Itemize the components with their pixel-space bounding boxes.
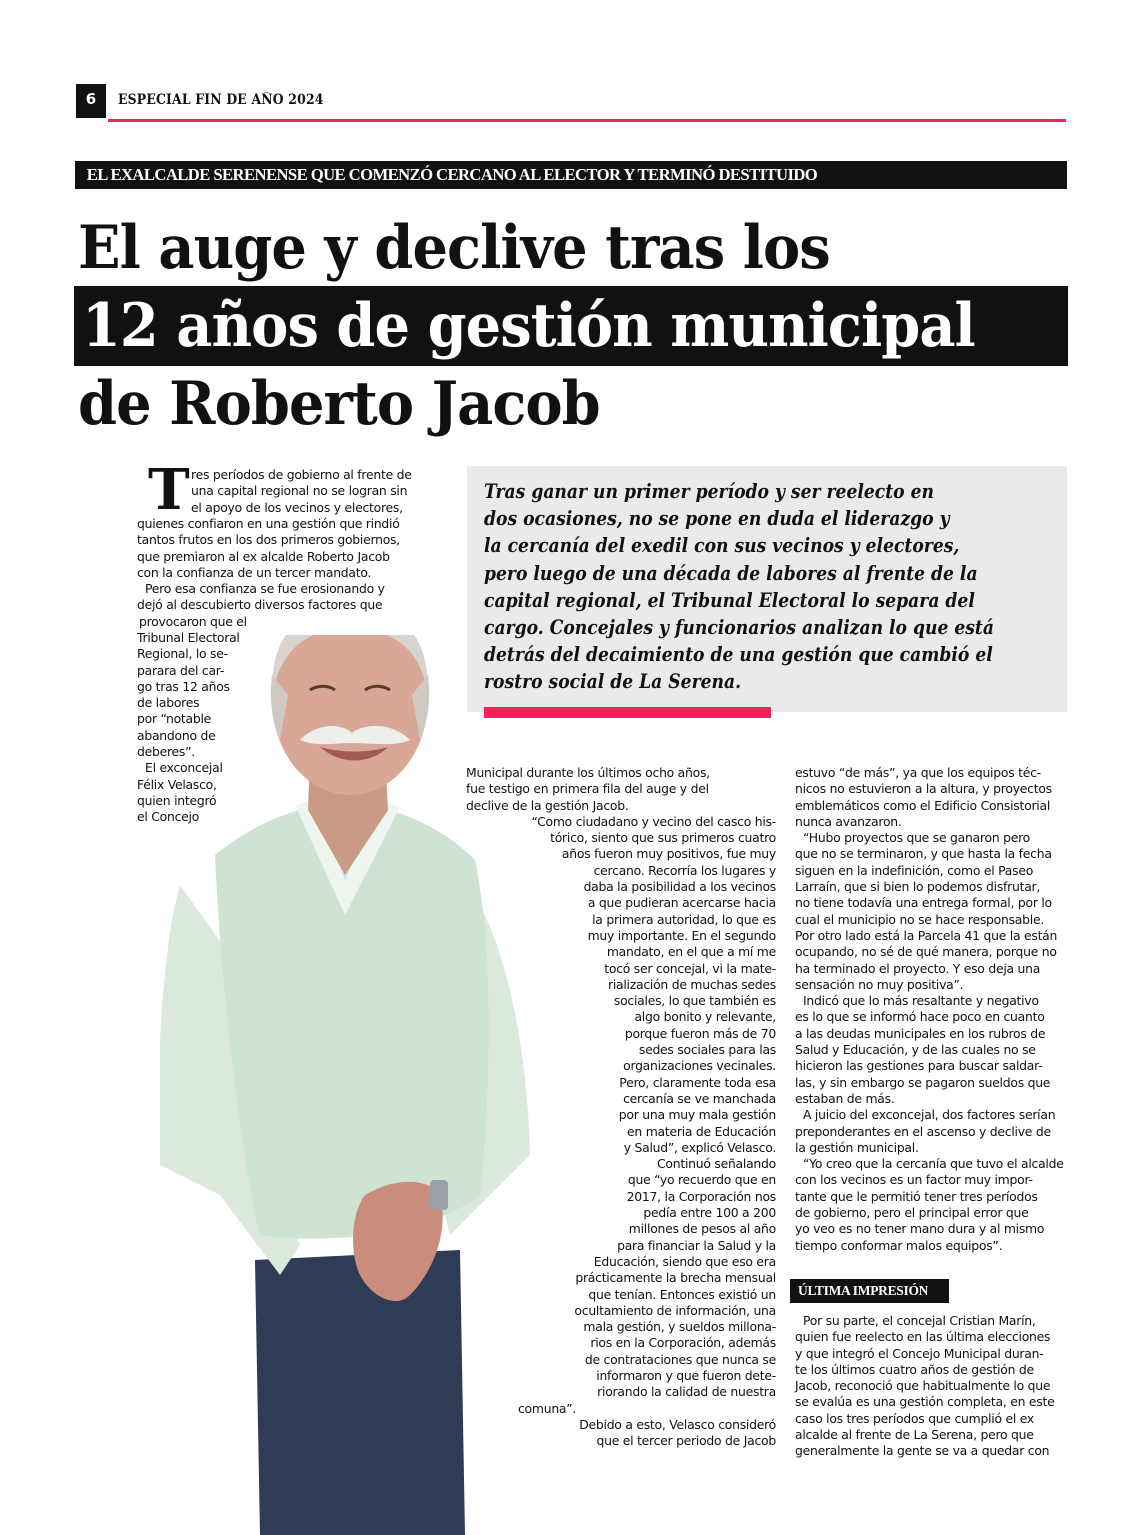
- text-line: que el tercer periodo de Jacob: [596, 1433, 776, 1449]
- kicker-text: EL EXALCALDE SERENENSE QUE COMENZÓ CERCANO AL ELECTOR Y TERMINÓ DESTITUIDO: [86, 165, 818, 184]
- text-line: sensación no muy positiva”.: [795, 976, 964, 992]
- headline-line-3: de Roberto Jacob: [78, 369, 600, 439]
- column1-body: [137, 516, 427, 630]
- text-line: nicos no estuvieron a la altura, y proyectos: [795, 781, 1052, 797]
- text-line: cercano. Recorría los lugares y: [593, 862, 776, 878]
- text-line: riorando la calidad de nuestra: [597, 1384, 776, 1400]
- kicker-bar: [75, 161, 1067, 189]
- text-line: y Salud”, explicó Velasco.: [623, 1139, 776, 1155]
- text-line: Continuó señalando: [657, 1156, 776, 1172]
- text-line: las, y sin embargo se pagaron sueldos que: [795, 1074, 1051, 1090]
- text-line: quienes confiaron en una gestión que rindió: [137, 516, 400, 531]
- watch: [430, 1180, 448, 1210]
- headline-line-1: El auge y declive tras los: [78, 213, 830, 283]
- text-line: quien fue reelecto en las última elecciones: [795, 1329, 1051, 1345]
- text-line: quien integró: [137, 792, 217, 808]
- text-line: emblemáticos como el Edificio Consistorial: [795, 797, 1051, 813]
- text-line: “Hubo proyectos que se ganaron pero: [803, 830, 1030, 846]
- text-line: Félix Velasco,: [137, 776, 217, 792]
- text-line: ocupando, no sé de qué manera, porque no: [795, 944, 1057, 960]
- text-line: El exconcejal: [145, 760, 223, 776]
- text-line: prácticamente la brecha mensual: [575, 1270, 776, 1286]
- text-line: que premiaron al ex alcalde Roberto Jacob: [137, 548, 390, 564]
- text-line: res períodos de gobierno al frente de: [191, 467, 412, 482]
- text-line: organizaciones vecinales.: [623, 1058, 776, 1074]
- text-line: el Concejo: [137, 809, 200, 825]
- column3-continued: [795, 1313, 1067, 1460]
- text-line: tiempo conformar malos equipos”.: [795, 1237, 1003, 1253]
- text-line: sociales, lo que también es: [613, 993, 776, 1009]
- text-line: muy importante. En el segundo: [587, 927, 776, 943]
- text-line: con los vecinos es un factor muy impor-: [795, 1172, 1033, 1188]
- text-line: parara del car-: [137, 662, 225, 678]
- text-line: tórico, siento que sus primeros cuatro: [550, 830, 776, 846]
- text-line: yo veo es no tener mano dura y al mismo: [795, 1221, 1045, 1237]
- summary-line: pero luego de una década de labores al frente de la: [484, 561, 978, 585]
- text-line: por “notable: [137, 711, 212, 727]
- jeans: [255, 1250, 465, 1535]
- summary-line: detrás del decaimiento de una gestión que cambió el: [484, 643, 993, 667]
- text-line: Regional, lo se-: [137, 646, 228, 662]
- text-line: y que integró el Concejo Municipal duran-: [795, 1345, 1044, 1361]
- text-line: Por otro lado está la Parcela 41 que la están: [795, 927, 1058, 943]
- text-line: cercanía se ve manchada: [623, 1090, 776, 1106]
- text-line: alcalde al frente de La Serena, pero que: [795, 1427, 1034, 1443]
- text-line: cual el municipio no se hace responsable.: [795, 911, 1045, 927]
- text-line: 2017, la Corporación nos: [626, 1188, 776, 1204]
- summary-text: [484, 478, 994, 696]
- text-line: una capital regional no se logran sin: [191, 483, 408, 499]
- text-line: con la confianza de un tercer mandato.: [137, 564, 372, 580]
- text-line: mala gestión, y sueldos millona-: [583, 1319, 776, 1335]
- text-line: Pero esa confianza se fue erosionando y: [145, 581, 385, 597]
- text-line: mandato, en el que a mí me: [606, 944, 776, 960]
- text-line: tantos frutos en los dos primeros gobiernos,: [137, 532, 400, 548]
- text-line: años fueron muy positivos, fue muy: [561, 846, 776, 862]
- text-line: te los últimos cuatro años de gestión de: [795, 1361, 1034, 1377]
- text-line: tante que le permitió tener tres períodos: [795, 1188, 1038, 1204]
- text-line: A juicio del exconcejal, dos factores serían: [803, 1107, 1056, 1123]
- text-line: no tiene todavía una entrega formal, por lo: [795, 895, 1052, 911]
- text-line: Larraín, que si bien lo podemos disfrutar,: [795, 879, 1041, 895]
- text-line: a que pudieran acercarse hacia: [587, 895, 776, 911]
- summary-line: dos ocasiones, no se pone en duda el liderazgo y: [484, 507, 950, 531]
- text-line: la primera autoridad, lo que es: [592, 911, 776, 927]
- head: [272, 635, 428, 795]
- text-line: Salud y Educación, y de las cuales no se: [795, 1042, 1036, 1058]
- text-line: Debido a esto, Velasco consideró: [579, 1416, 776, 1432]
- text-line: el apoyo de los vecinos y electores,: [191, 499, 403, 515]
- text-line: de gobierno, pero el principal error que: [795, 1205, 1029, 1221]
- summary-line: capital regional, el Tribunal Electoral lo separa del: [484, 588, 975, 612]
- text-line: siguen en la indefinición, como el Paseo: [795, 862, 1034, 878]
- text-line: a las deudas municipales en los rubros de: [795, 1025, 1046, 1041]
- text-line: provocaron que el: [139, 613, 247, 629]
- text-line: rios en la Corporación, además: [590, 1335, 776, 1351]
- text-line: que tenían. Entonces existió un: [588, 1286, 776, 1302]
- text-line: es lo que se informó hace poco en cuanto: [795, 1009, 1045, 1025]
- column2-body: [460, 765, 776, 1449]
- column1-intro: [191, 467, 427, 516]
- text-line: rialización de muchas sedes: [607, 976, 776, 992]
- headline-line-2: 12 años de gestión municipal: [82, 291, 975, 361]
- text-line: de labores: [137, 695, 200, 711]
- text-line: la gestión municipal.: [795, 1139, 919, 1155]
- text-line: “Como ciudadano y vecino del casco his-: [531, 813, 776, 829]
- drop-cap: T: [148, 457, 190, 523]
- summary-line: rostro social de La Serena.: [484, 670, 742, 694]
- text-line: ha terminado el proyecto. Y eso deja una: [795, 960, 1041, 976]
- summary-line: la cercanía del exedil con sus vecinos y electores,: [484, 534, 960, 558]
- text-line: Educación, siendo que eso era: [593, 1253, 776, 1269]
- text-line: go tras 12 años: [137, 678, 230, 694]
- text-line: Por su parte, el concejal Cristian Marín,: [803, 1313, 1036, 1328]
- subheading: ÚLTIMA IMPRESIÓN: [790, 1279, 949, 1303]
- text-line: pedía entre 100 a 200: [643, 1205, 776, 1221]
- text-line: comuna”.: [518, 1400, 577, 1416]
- text-line: abandono de: [137, 727, 216, 743]
- text-line: deberes”.: [137, 744, 195, 760]
- text-line: daba la posibilidad a los vecinos: [583, 879, 776, 895]
- text-line: dejó al descubierto diversos factores que: [137, 597, 383, 613]
- text-line: para financiar la Salud y la: [617, 1237, 776, 1253]
- text-line: por una muy mala gestión: [618, 1107, 776, 1123]
- text-line: hicieron las gestiones para buscar saldar-: [795, 1058, 1043, 1074]
- text-line: preponderantes en el ascenso y declive de: [795, 1123, 1051, 1139]
- text-line: Pero, claramente toda esa: [619, 1074, 776, 1090]
- text-line: nunca avanzaron.: [795, 813, 902, 829]
- text-line: ocultamiento de información, una: [574, 1302, 776, 1318]
- text-line: Tribunal Electoral: [137, 630, 240, 645]
- summary-line: Tras ganar un primer período y ser reelecto en: [484, 480, 935, 503]
- text-line: tocó ser concejal, vi la mate-: [604, 960, 776, 976]
- text-line: caso los tres períodos que cumplió el ex: [795, 1410, 1034, 1426]
- text-line: sedes sociales para las: [638, 1042, 776, 1058]
- header-divider: [108, 119, 1066, 122]
- text-line: en materia de Educación: [627, 1123, 776, 1139]
- column1-wrap: [137, 630, 257, 826]
- text-line: generalmente la gente se va a quedar con: [795, 1443, 1050, 1459]
- text-line: de contrataciones que nunca se: [584, 1351, 776, 1367]
- text-line: Municipal durante los últimos ocho años,: [466, 765, 710, 780]
- text-line: porque fueron más de 70: [624, 1025, 776, 1041]
- text-line: declive de la gestión Jacob.: [466, 797, 629, 813]
- section-title: ESPECIAL FIN DE AÑO 2024: [118, 92, 324, 108]
- text-line: millones de pesos al año: [628, 1221, 776, 1237]
- text-line: que no se terminaron, y que hasta la fecha: [795, 846, 1052, 862]
- text-line: estuvo “de más”, ya que los equipos téc-: [795, 765, 1041, 780]
- text-line: fue testigo en primera fila del auge y del: [466, 781, 709, 797]
- text-line: estaban de más.: [795, 1090, 895, 1106]
- page-number: 6: [76, 84, 106, 118]
- text-line: informaron y que fueron dete-: [596, 1367, 776, 1383]
- text-line: “Yo creo que la cercanía que tuvo el alcalde: [803, 1156, 1064, 1172]
- column3-body: [795, 765, 1067, 1254]
- summary-line: cargo. Concejales y funcionarios analizan lo que está: [484, 616, 994, 640]
- text-line: Jacob, reconoció que habitualmente lo que: [795, 1378, 1051, 1394]
- text-line: que “yo recuerdo que en: [627, 1172, 776, 1188]
- text-line: se evalúa es una gestión completa, en este: [795, 1394, 1055, 1410]
- text-line: Indicó que lo más resaltante y negativo: [803, 993, 1039, 1009]
- text-line: algo bonito y relevante,: [634, 1009, 776, 1025]
